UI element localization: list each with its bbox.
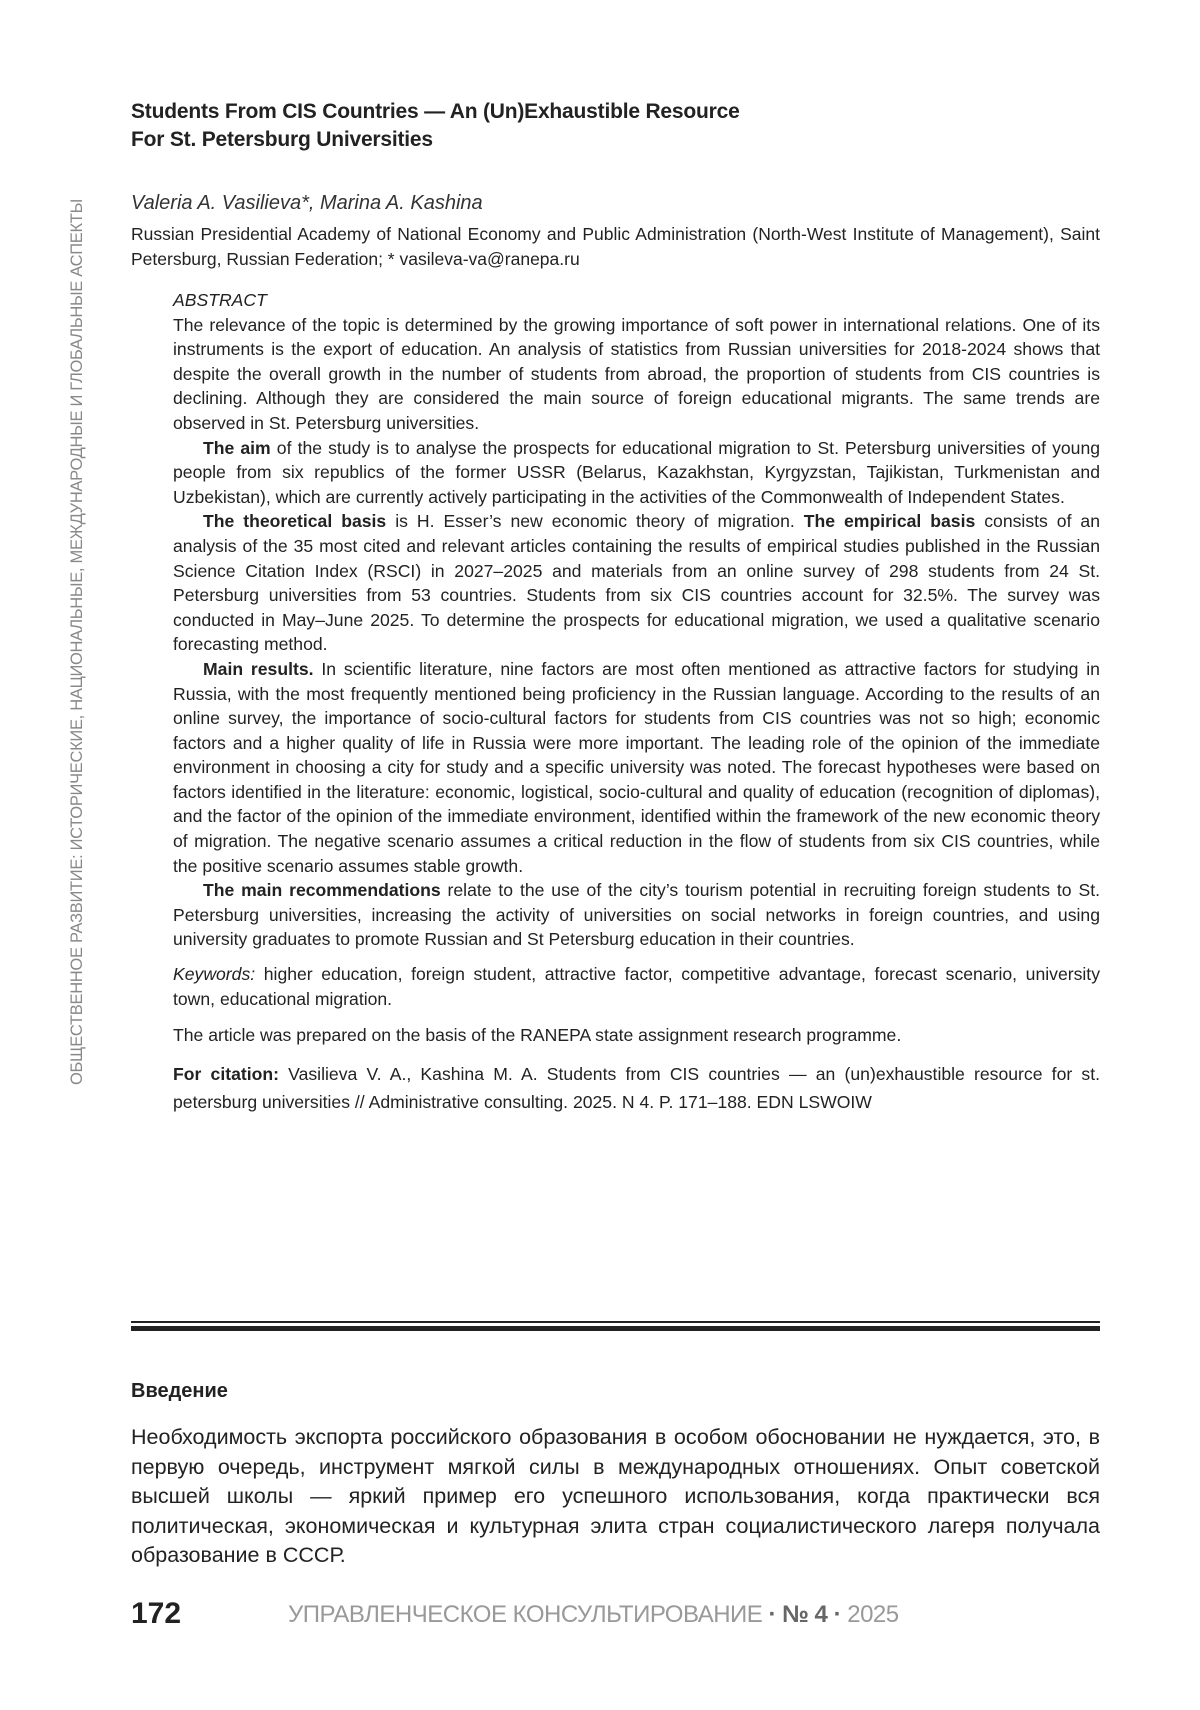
aim-label: The aim <box>203 438 271 458</box>
abstract-basis <box>173 509 1100 657</box>
abstract-paragraph: The relevance of the topic is determined by the growing importance of soft power in interna­tional relations. One of its instruments is the export of education. An analysis of statistics from Russian universities for 2018-2024 shows that despite the overall growth in the number of students from abroad, the proportion of students from CIS countries is declining. Although they are considered the main source of foreign educational migrants. The same trends are observed in St. Petersburg universities. <box>173 313 1100 436</box>
title-line: Students From CIS Countries — An (Un)Exhaustible Resource <box>131 98 1031 126</box>
keywords-text: higher education, foreign student, attractive factor, competitive advantage, forecast scenario, university town, educational migration. <box>173 964 1100 1009</box>
abstract-recommendations <box>173 878 1100 952</box>
aim-text: of the study is to analyse the prospects for educational migration to St. Petersburg universities of young people from six republics of the former USSR (Belarus, Kazakhstan, Kyrgyzstan, Tajikistan, Turkmenistan and Uzbekistan), which are currently actively participating in the activities of the Commonwealth of Independent States. <box>173 438 1100 507</box>
empirical-text: consists of an analysis of the 35 most cited and relevant articles containing the results of empirical studies published in the Russian Science Citation Index (RSCI) in 2027–2025 and materials from an online survey of 298 students from 24 St. Petersburg universities from 53 countries. Students from six CIS countries account for 32.5%. The survey was conducted in May–June 2025. To determine the prospects for educational migration, we used a qualita­tive scenario forecasting method. <box>173 511 1100 654</box>
separator: · <box>762 1601 782 1628</box>
keywords <box>173 962 1100 1011</box>
theory-text: is H. Esser’s new economic theory of migration. <box>386 511 804 531</box>
title-line: For St. Petersburg Universities <box>131 126 1031 154</box>
keywords-label: Keywords: <box>173 964 255 984</box>
section-heading: Введение <box>131 1380 228 1403</box>
results-label: Main results. <box>203 659 314 679</box>
authors: Valeria A. Vasilieva*, Marina A. Kashina <box>131 192 483 215</box>
intro-paragraph: Необходимость экспорта российского образования в особом обосновании не нуж­дается, это, в первую очередь, инструмент мягкой силы в международных отноше­ниях. Опыт советской высшей школы — яркий пример его успешного использова­ния, когда практически вся политическая, экономическая и культурная элита стран социалистического лагеря получала образование в СССР. <box>131 1423 1100 1571</box>
empirical-label: The empirical basis <box>804 511 976 531</box>
year: 2025 <box>847 1601 898 1628</box>
separator: · <box>827 1601 847 1628</box>
article-title <box>131 98 1031 154</box>
abstract-aim <box>173 436 1100 510</box>
theory-label: The theoretical basis <box>203 511 386 531</box>
recommendations-text: relate to the use of the city’s tourism potential in recruiting foreign students to St. Petersburg universities, increasing the activity of universities on social networks in foreign countries, and using university graduates to promote Russian and St Pe­tersburg education in their countries. <box>173 880 1100 949</box>
abstract-label: ABSTRACT <box>173 288 1100 313</box>
affiliation: Russian Presidential Academy of National Economy and Public Administration (North-West Institute of Management), Saint Petersburg, Russian Federation; * vasileva-va@ranepa.ru <box>131 222 1100 272</box>
citation-text: Vasilieva V. A., Kashina M. A. Students from CIS countries — an (un)exhaustible resource for st. petersburg universities // Administrative consulting. 2025. N 4. P. 171–188. EDN LSWOIW <box>173 1064 1100 1112</box>
abstract-results <box>173 657 1100 878</box>
page-number: 172 <box>131 1597 181 1631</box>
citation <box>173 1060 1100 1116</box>
abstract <box>173 288 1100 1116</box>
recommendations-label: The main recommendations <box>203 880 441 900</box>
citation-label: For citation: <box>173 1064 279 1084</box>
results-text: In scientific literature, nine factors are most often mentioned as attractive factors for studying in Russia, with the most frequently mentioned being proficiency in the Russian language. According to the results of an online survey, the importance of socio-cul­tural factors for students from CIS countries was not so high; economic factors and a higher quality of life in Russia were more important. The leading role of the opinion of the immediate environment in choosing a city for study and a specific university was noted. The forecast hypotheses were based on factors identified in the literature: economic, logistical, socio-cul­tural and quality of education (recognition of diplomas), and the factor of the opinion of the immediate environment, identified within the framework of the new economic theory of migra­tion. The negative scenario assumes a critical reduction in the flow of students from six CIS countries, while the positive scenario assumes stable growth. <box>173 659 1100 876</box>
journal-name: УПРАВЛЕНЧЕСКОЕ КОНСУЛЬТИРОВАНИЕ <box>288 1601 762 1628</box>
journal-footer <box>288 1601 899 1629</box>
issue-number: № 4 <box>782 1601 827 1628</box>
funding-note: The article was prepared on the basis of the RANEPA state assignment research programme. <box>173 1023 1100 1048</box>
divider-thin <box>131 1321 1100 1323</box>
divider-thick <box>131 1326 1100 1331</box>
running-side-header: ОБЩЕСТВЕННОЕ РАЗВИТИЕ: ИСТОРИЧЕСКИЕ, НАЦИОНАЛЬНЫЕ, МЕЖДУНАРОДНЫЕ И ГЛОБАЛЬНЫЕ АСПЕКТЫ <box>68 95 87 1085</box>
